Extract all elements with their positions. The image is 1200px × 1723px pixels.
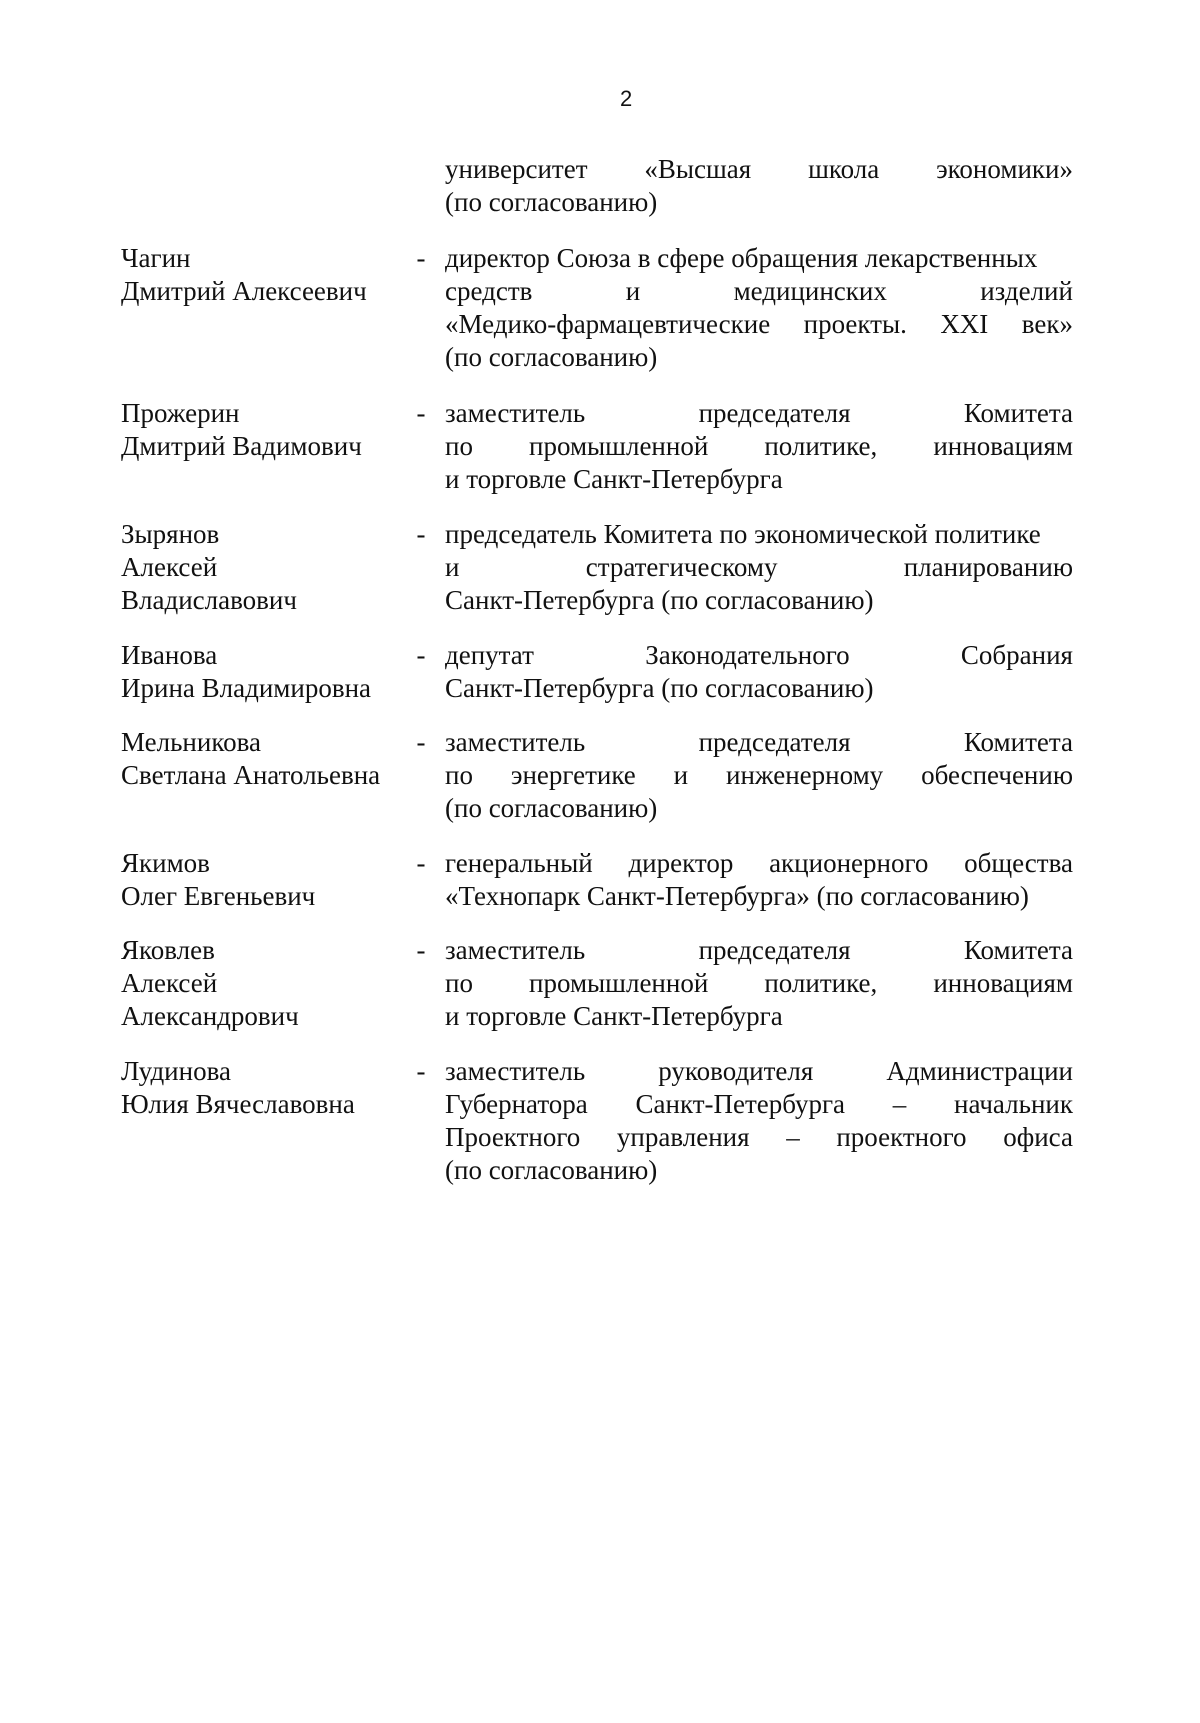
description-word: заместитель (445, 398, 586, 428)
member-description (445, 518, 1073, 617)
description-word: генеральный (445, 848, 593, 878)
description-word: начальник (954, 1089, 1073, 1119)
description-word: политике, (764, 968, 878, 998)
description-word: средств (445, 276, 533, 306)
description-word: руководителя (658, 1056, 814, 1086)
description-word: заместитель (445, 1056, 586, 1086)
description-line (445, 1055, 1073, 1088)
member-name-line: Ирина Владимировна (121, 673, 372, 703)
description-word: «Высшая (644, 154, 752, 184)
member-description (445, 153, 1073, 219)
member-description (445, 1055, 1073, 1187)
description-word: Законодательного (645, 640, 850, 670)
description-word: по (445, 431, 473, 461)
description-word: «Медико-фармацевтические (445, 309, 771, 339)
description-word: инновациям (933, 968, 1073, 998)
description-line: председатель Комитета по экономической политике (445, 519, 1041, 549)
member-name-line: Яковлев (121, 935, 215, 965)
description-line (445, 397, 1073, 430)
dash-separator: - (416, 727, 426, 757)
description-line (445, 308, 1073, 341)
dash-separator: - (416, 243, 426, 273)
description-line: и торговле Санкт-Петербурга (445, 1001, 783, 1031)
member-name-line: Алексей (121, 552, 218, 582)
member-name (121, 1055, 421, 1121)
description-word: инженерному (726, 760, 884, 790)
description-line: (по согласованию) (445, 793, 658, 823)
description-word: век» (1021, 309, 1073, 339)
description-word: планированию (903, 552, 1073, 582)
member-name (121, 934, 421, 1033)
description-line: (по согласованию) (445, 187, 658, 217)
description-word: Проектного (445, 1122, 581, 1152)
description-word: заместитель (445, 935, 586, 965)
member-name-line: Дмитрий Алексеевич (121, 276, 367, 306)
member-description (445, 639, 1073, 705)
description-word: университет (445, 154, 588, 184)
description-word: энергетике (510, 760, 636, 790)
description-word: промышленной (529, 968, 709, 998)
member-description (445, 847, 1073, 913)
description-line: «Технопарк Санкт-Петербурга» (по согласованию) (445, 881, 1029, 911)
member-name-line: Светлана Анатольевна (121, 760, 381, 790)
description-word: медицинских (733, 276, 887, 306)
member-name (121, 639, 421, 705)
member-name-line: Зырянов (121, 519, 220, 549)
member-name-line: Иванова (121, 640, 218, 670)
description-word: по (445, 968, 473, 998)
member-name (121, 518, 421, 617)
description-word: директор (628, 848, 734, 878)
description-line: и торговле Санкт-Петербурга (445, 464, 783, 494)
member-description (445, 397, 1073, 496)
member-name-line: Лудинова (121, 1056, 231, 1086)
dash-separator: - (416, 848, 426, 878)
description-line: Санкт-Петербурга (по согласованию) (445, 673, 874, 703)
description-word: и (625, 276, 641, 306)
description-word: и (673, 760, 689, 790)
dash-separator: - (416, 1056, 426, 1086)
description-line: (по согласованию) (445, 342, 658, 372)
description-word: Администрации (886, 1056, 1073, 1086)
member-name-line: Дмитрий Вадимович (121, 431, 362, 461)
member-name-line: Мельникова (121, 727, 261, 757)
description-word: экономики» (936, 154, 1073, 184)
description-line (445, 1088, 1073, 1121)
description-word: стратегическому (585, 552, 778, 582)
description-word: Губернатора (445, 1089, 588, 1119)
description-word: Комитета (963, 727, 1073, 757)
description-word: заместитель (445, 727, 586, 757)
dash-separator: - (416, 519, 426, 549)
member-name (121, 397, 421, 463)
description-line (445, 275, 1073, 308)
description-word: – (892, 1089, 907, 1119)
member-name-line: Олег Евгеньевич (121, 881, 316, 911)
description-word: управления (616, 1122, 750, 1152)
member-name-line: Прожерин (121, 398, 240, 428)
member-name-line: Владиславович (121, 585, 297, 615)
member-name-line: Чагин (121, 243, 191, 273)
description-word: XXI (940, 309, 989, 339)
description-line: директор Союза в сфере обращения лекарственных (445, 243, 1038, 273)
description-line (445, 430, 1073, 463)
member-description (445, 242, 1073, 374)
description-line: (по согласованию) (445, 1155, 658, 1185)
description-line: Санкт-Петербурга (по согласованию) (445, 585, 874, 615)
description-word: Санкт-Петербурга (635, 1089, 846, 1119)
description-line (445, 934, 1073, 967)
member-description (445, 934, 1073, 1033)
description-word: школа (808, 154, 880, 184)
page-number: 2 (620, 86, 633, 111)
dash-separator: - (416, 398, 426, 428)
description-word: изделий (980, 276, 1073, 306)
member-name (121, 847, 421, 913)
description-word: председателя (698, 727, 851, 757)
description-word: офиса (1003, 1122, 1073, 1152)
description-word: промышленной (529, 431, 709, 461)
description-line (445, 551, 1073, 584)
description-word: – (786, 1122, 800, 1152)
description-word: проекты. (803, 309, 907, 339)
description-word: проектного (836, 1122, 967, 1152)
description-word: инновациям (933, 431, 1073, 461)
description-line (445, 639, 1073, 672)
dash-separator: - (416, 935, 426, 965)
description-line (445, 726, 1073, 759)
member-name-line: Якимов (121, 848, 210, 878)
description-word: председателя (698, 398, 851, 428)
description-word: обеспечению (921, 760, 1073, 790)
member-name-line: Юлия Вячеславовна (121, 1089, 355, 1119)
dash-separator: - (416, 640, 426, 670)
member-name-line: Александрович (121, 1001, 299, 1031)
member-name (121, 242, 421, 308)
description-word: Собрания (960, 640, 1073, 670)
description-word: и (445, 552, 460, 582)
description-line (445, 967, 1073, 1000)
description-line (445, 153, 1073, 186)
member-name (121, 726, 421, 792)
description-word: Комитета (963, 935, 1073, 965)
description-word: акционерного (769, 848, 929, 878)
description-word: депутат (445, 640, 534, 670)
description-line (445, 847, 1073, 880)
description-line (445, 759, 1073, 792)
description-word: Комитета (963, 398, 1073, 428)
description-word: председателя (698, 935, 851, 965)
member-name-line: Алексей (121, 968, 218, 998)
description-word: общества (964, 848, 1073, 878)
description-word: по (445, 760, 473, 790)
member-description (445, 726, 1073, 825)
description-line (445, 1121, 1073, 1154)
description-word: политике, (764, 431, 878, 461)
